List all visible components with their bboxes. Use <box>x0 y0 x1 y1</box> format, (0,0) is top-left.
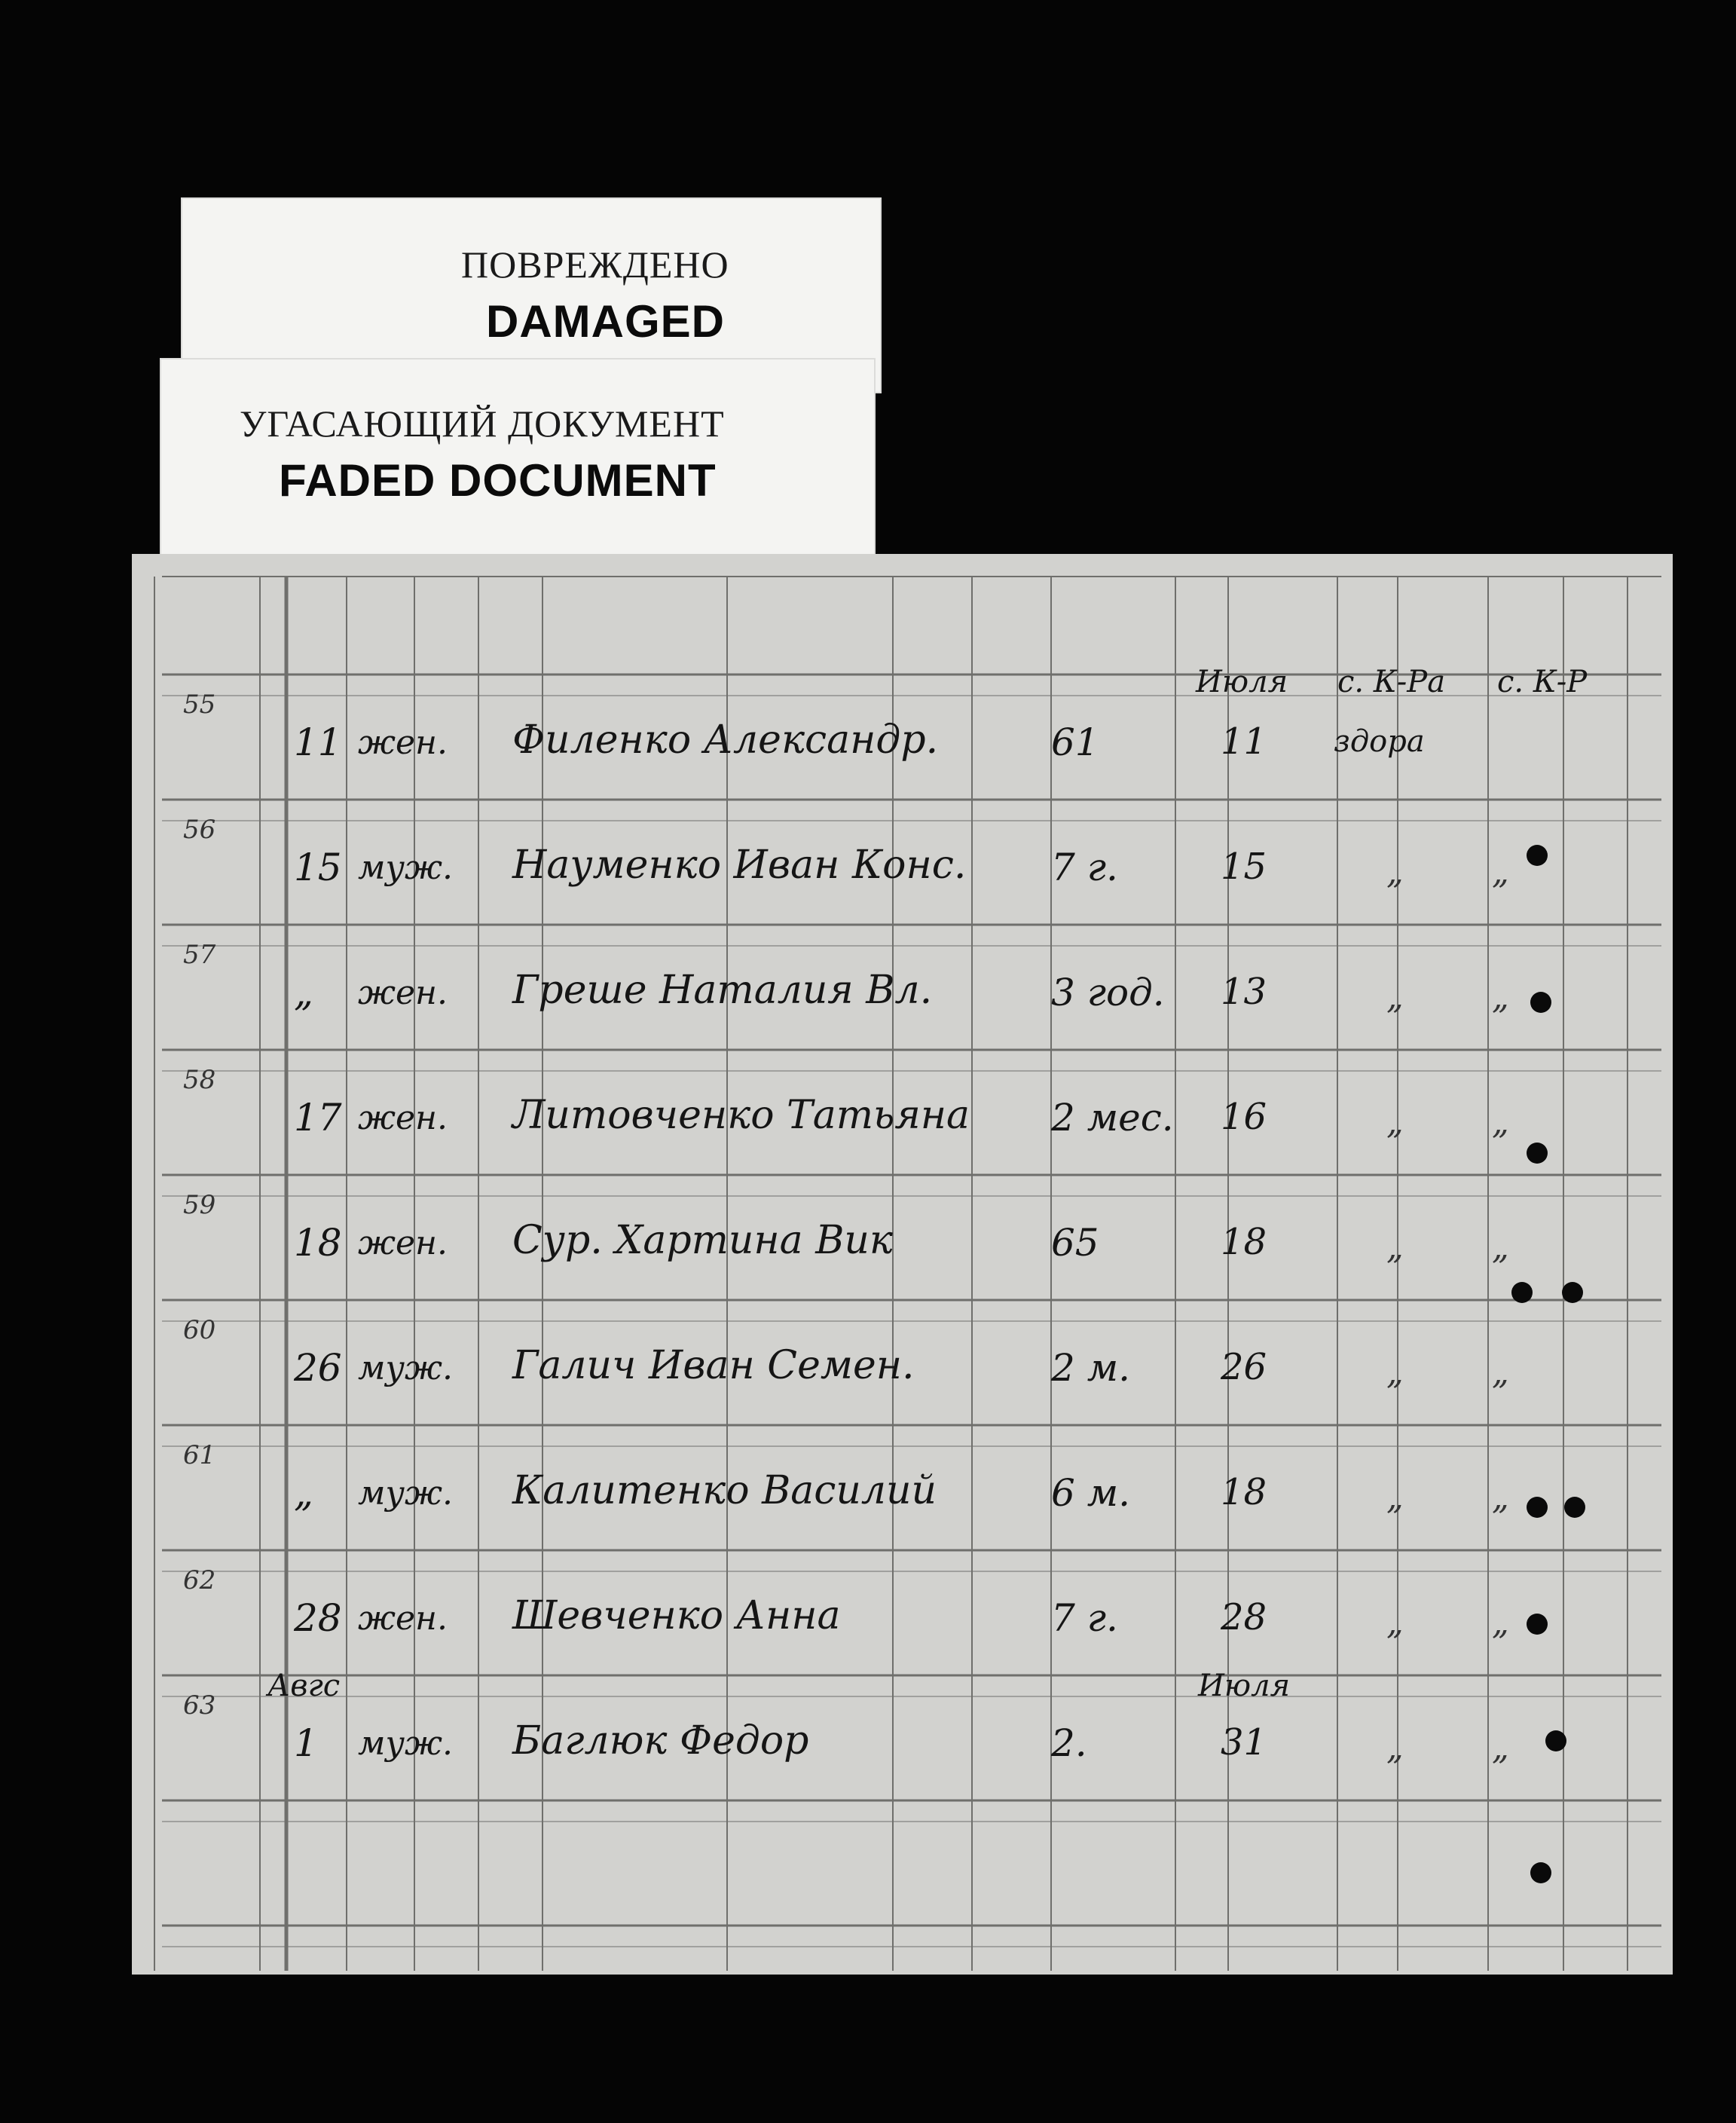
row-name: Литовченко Татьяна <box>512 1093 970 1138</box>
row-age: 6 м. <box>1051 1471 1131 1515</box>
punch-hole <box>1527 1614 1548 1635</box>
row-day: 15 <box>294 846 342 889</box>
row-no: 55 <box>183 690 216 720</box>
row-sex: жен. <box>358 723 448 762</box>
punch-hole <box>1530 992 1551 1013</box>
row-date: 26 <box>1221 1346 1267 1388</box>
ditto-mark: „ <box>1492 1479 1509 1517</box>
ditto-mark: „ <box>1492 1729 1509 1767</box>
row-no: 58 <box>183 1065 216 1095</box>
row-date: 28 <box>1221 1596 1267 1638</box>
row-name: Науменко Иван Конс. <box>512 843 967 888</box>
row-date: 11 <box>1221 720 1267 763</box>
punch-hole <box>1562 1282 1583 1303</box>
row-no: 57 <box>183 940 216 970</box>
row-day: 18 <box>294 1221 342 1265</box>
row-date: 18 <box>1221 1471 1267 1513</box>
row-sex: муж. <box>358 1349 454 1387</box>
ditto-mark: „ <box>1386 853 1404 892</box>
punch-hole <box>1527 1143 1548 1164</box>
row-no: 63 <box>183 1690 216 1721</box>
ditto-mark: „ <box>1492 1103 1509 1142</box>
row-no: 59 <box>183 1190 216 1220</box>
ditto-mark: „ <box>1492 978 1509 1017</box>
header-month-top: Июля <box>1196 665 1288 699</box>
row-age: 65 <box>1051 1221 1099 1265</box>
ditto-mark: „ <box>1492 1354 1509 1392</box>
header-col-b: с. К-Р <box>1497 665 1588 699</box>
ditto-mark: „ <box>1386 978 1404 1017</box>
row-day: 26 <box>294 1346 342 1390</box>
punch-hole <box>1564 1497 1585 1518</box>
ditto-mark: „ <box>1492 1604 1509 1642</box>
row-sex: жен. <box>358 1099 448 1137</box>
faded-label-card <box>160 358 876 580</box>
row-no: 61 <box>183 1440 216 1470</box>
punch-hole <box>1527 845 1548 866</box>
row-sex: жен. <box>358 1599 448 1638</box>
ditto-mark: „ <box>1386 1103 1404 1142</box>
ditto-mark: „ <box>1386 1479 1404 1517</box>
row-date: 31 <box>1221 1721 1267 1764</box>
row-age: 61 <box>1051 720 1099 764</box>
row-sex: жен. <box>358 1224 448 1262</box>
row-age: 3 год. <box>1051 971 1165 1014</box>
header-month-lower-right: Июля <box>1198 1669 1291 1703</box>
row-sex: муж. <box>358 1724 454 1763</box>
row-name: Калитенко Василий <box>512 1468 937 1513</box>
ditto-mark: „ <box>1492 1228 1509 1267</box>
header-month-bottom: Авгс <box>267 1669 341 1703</box>
damaged-label-en: DAMAGED <box>486 296 725 347</box>
row-sex: муж. <box>358 1474 454 1513</box>
row-no: 62 <box>183 1565 216 1595</box>
row-day: „ <box>294 1471 313 1515</box>
row-name: Филенко Александр. <box>512 717 939 763</box>
ditto-mark: „ <box>1386 1354 1404 1392</box>
row-sex: муж. <box>358 849 454 887</box>
row-day: 1 <box>294 1721 318 1765</box>
row-age: 7 г. <box>1051 1596 1118 1640</box>
faded-label-en: FADED DOCUMENT <box>279 455 717 506</box>
row-no: 60 <box>183 1315 216 1345</box>
row-name: Шевченко Анна <box>512 1593 841 1638</box>
row-name: Греше Наталия Вл. <box>512 968 933 1013</box>
row-day: „ <box>294 971 313 1014</box>
ditto-mark: „ <box>1492 853 1509 892</box>
row-day: 28 <box>294 1596 342 1640</box>
punch-hole <box>1511 1282 1533 1303</box>
row-age: 2 м. <box>1051 1346 1131 1390</box>
row-no: 56 <box>183 815 216 845</box>
row-date: 16 <box>1221 1096 1267 1138</box>
punch-hole <box>1530 1862 1551 1883</box>
row-age: 7 г. <box>1051 846 1118 889</box>
row-status: здора <box>1334 724 1425 759</box>
row-day: 11 <box>294 720 342 764</box>
row-age: 2 мес. <box>1051 1096 1174 1140</box>
row-date: 13 <box>1221 971 1267 1013</box>
row-sex: жен. <box>358 974 448 1012</box>
faded-label-ru: УГАСАЮЩИЙ ДОКУМЕНТ <box>240 402 725 445</box>
row-day: 17 <box>294 1096 342 1140</box>
ditto-mark: „ <box>1386 1729 1404 1767</box>
punch-hole <box>1527 1497 1548 1518</box>
header-col-a: с. К-Ра <box>1337 665 1446 699</box>
ditto-mark: „ <box>1386 1604 1404 1642</box>
ledger-page <box>132 554 1673 1975</box>
row-name: Сур. Хартина Вик <box>512 1218 893 1263</box>
row-age: 2. <box>1051 1721 1087 1765</box>
punch-hole <box>1545 1730 1566 1751</box>
damaged-label-ru: ПОВРЕЖДЕНО <box>461 243 729 286</box>
ditto-mark: „ <box>1386 1228 1404 1267</box>
row-name: Галич Иван Семен. <box>512 1343 915 1388</box>
row-date: 18 <box>1221 1221 1267 1263</box>
row-date: 15 <box>1221 846 1267 888</box>
row-name: Баглюк Федор <box>512 1718 809 1764</box>
